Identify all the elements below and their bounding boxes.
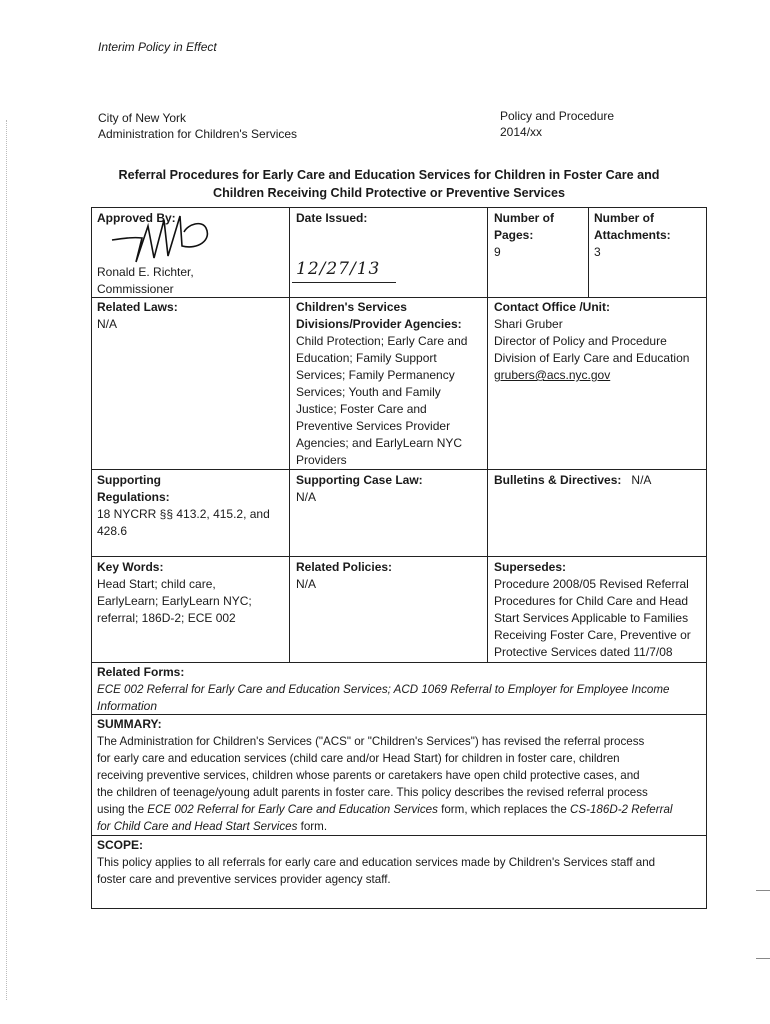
summary-label: SUMMARY: — [97, 717, 162, 731]
approver-details — [97, 264, 285, 298]
approver-name: Ronald E. Richter, — [97, 265, 194, 279]
table-divider — [487, 207, 488, 662]
approved-by-label: Approved By: — [97, 211, 176, 225]
related-laws-value: N/A — [97, 317, 118, 331]
related-laws-cell — [97, 299, 285, 333]
org-agency: Administration for Children's Services — [98, 127, 298, 141]
table-divider — [588, 207, 589, 298]
attachments-cell: Number of Attachments: 3 — [594, 210, 704, 261]
table-divider — [289, 207, 290, 662]
pages-value: 9 — [494, 245, 501, 259]
table-row-divider — [91, 835, 707, 836]
contact-cell: Contact Office /Unit: Shari Gruber Director of Policy and Procedure Division of Early Care and Education grubers@acs.nyc.gov — [494, 299, 704, 384]
table-row-divider — [91, 469, 707, 470]
summary-cell: SUMMARY: The Administration for Children's Services ("ACS" or "Children's Services") has revised the referral process for early care and education services (child care and/or Head Start) for children in foster care, children receiving preventive services, children whose parents or caretakers have open child protective cases, and the children of teenage/young adult parents in foster care. This policy describes the revised referral process using the ECE 002 Referral for Early Care and Education Services form, which replaces the CS-186D-2 Referral for Child Care and Head Start Services form. — [97, 716, 703, 835]
document-reference — [500, 108, 614, 140]
contact-email-link[interactable]: grubers@acs.nyc.gov — [494, 368, 611, 382]
attachments-value: 3 — [594, 245, 601, 259]
pages-cell: Number of Pages: 9 — [494, 210, 586, 261]
scan-mark — [756, 958, 770, 959]
divisions-cell: Children's Services Divisions/Provider Agencies: Child Protection; Early Care and Education; Family Support Services; Family Permanency Services; Youth and Family Justice; Foster Care and Preventive Services Provider Agencies; and EarlyLearn NYC Providers — [296, 300, 468, 467]
org-city: City of New York — [98, 111, 187, 125]
doc-number: 2014/xx — [500, 125, 543, 139]
date-issued-label: Date Issued: — [296, 211, 368, 225]
scope-label: SCOPE: — [97, 838, 144, 852]
related-laws-label: Related Laws: — [97, 300, 178, 314]
regulations-cell: Supporting Regulations: 18 NYCRR §§ 413.2, 415.2, and 428.6 — [97, 473, 270, 538]
table-row-divider — [91, 556, 707, 557]
contact-label: Contact Office /Unit: — [494, 300, 610, 314]
scan-mark — [756, 890, 770, 891]
date-issued-cell — [296, 210, 484, 227]
approver-role: Commissioner — [97, 282, 174, 296]
bulletins-cell: Bulletins & Directives: N/A — [494, 473, 652, 487]
date-issued-handwritten: 12/27/13 — [296, 259, 381, 279]
document-title: Referral Procedures for Early Care and Education Services for Children in Foster Care and Children Receiving Child Protective or Preventive Services — [118, 168, 660, 200]
scan-margin-dots — [6, 120, 8, 1000]
table-row-divider — [91, 662, 707, 663]
case-law-cell: Supporting Case Law: N/A — [296, 473, 423, 504]
related-policies-cell: Related Policies: N/A — [296, 560, 393, 591]
issuing-agency — [98, 110, 297, 142]
keywords-cell: Key Words: Head Start; child care, EarlyLearn; EarlyLearn NYC; referral; 186D-2; ECE 002 — [97, 560, 252, 625]
interim-notice: Interim Policy in Effect — [98, 40, 217, 54]
commissioner-signature — [108, 210, 218, 266]
supersedes-cell: Supersedes: Procedure 2008/05 Revised Referral Procedures for Child Care and Head Start Services Applicable to Families Receiving Foster Care, Preventive or Protective Services dated 11/7/08 — [494, 560, 691, 659]
related-forms-cell: Related Forms: ECE 002 Referral for Early Care and Education Services; ACD 1069 Referral to Employer for Employee Income Information — [97, 665, 670, 713]
doc-type: Policy and Procedure — [500, 109, 615, 123]
date-underline — [292, 282, 396, 283]
scope-cell: SCOPE: This policy applies to all referrals for early care and education services made by Children's Services staff and foster care and preventive services provider agency staff. — [97, 837, 703, 888]
